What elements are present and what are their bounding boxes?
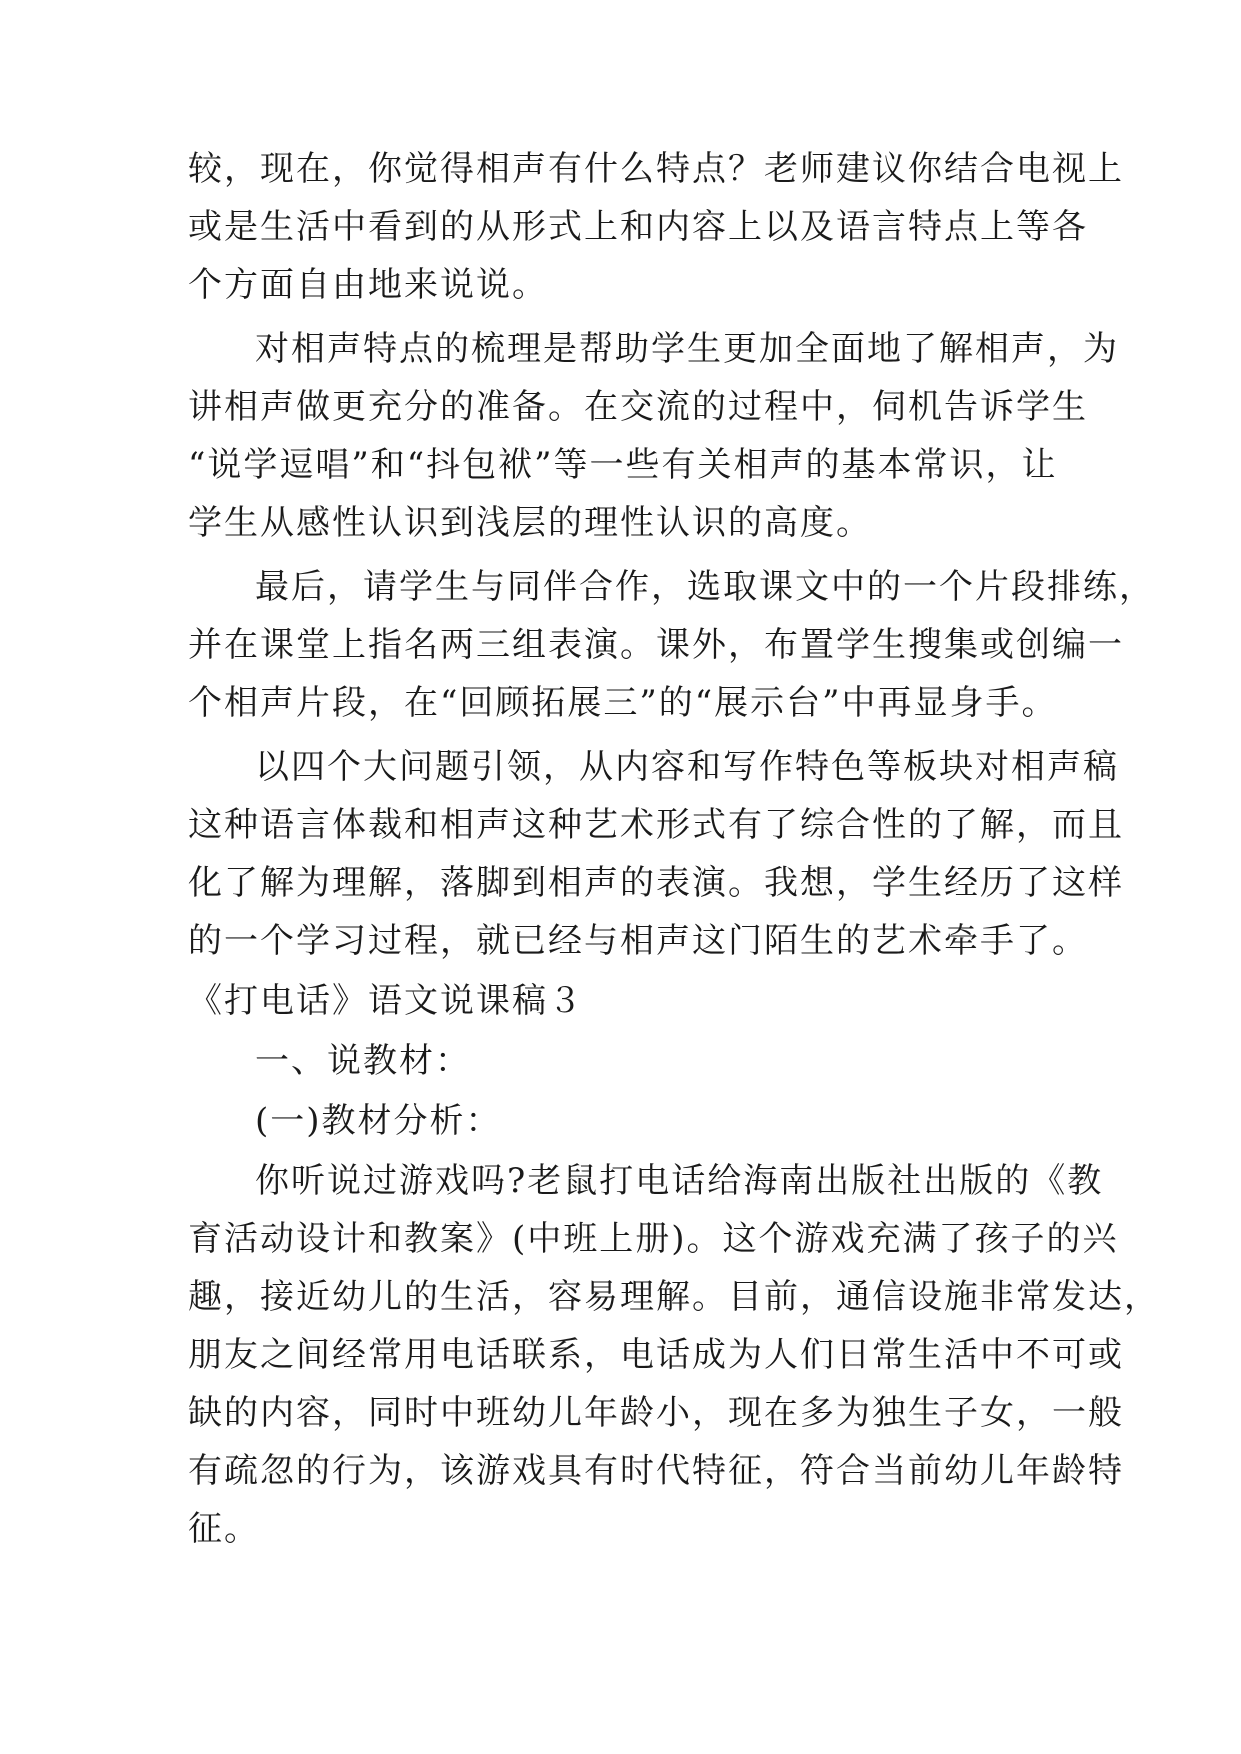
text-line: 讲相声做更充分的准备。在交流的过程中，伺机告诉学生	[188, 387, 1088, 427]
text-line: 的一个学习过程，就已经与相声这门陌生的艺术牵手了。	[188, 921, 1088, 961]
text-line: “说学逗唱”和“抖包袱”等一些有关相声的基本常识，让	[188, 445, 1058, 485]
text-line: 趣，接近幼儿的生活，容易理解。目前，通信设施非常发达，	[188, 1277, 1160, 1317]
text-line: 缺的内容，同时中班幼儿年龄小，现在多为独生子女，一般	[188, 1393, 1124, 1433]
text-line: 个相声片段，在“回顾拓展三”的“展示台”中再显身手。	[188, 683, 1058, 723]
text-line: 个方面自由地来说说。	[188, 265, 548, 305]
text-line: 化了解为理解，落脚到相声的表演。我想，学生经历了这样	[188, 863, 1124, 903]
text-line: 育活动设计和教案》(中班上册)。这个游戏充满了孩子的兴	[188, 1219, 1119, 1259]
text-line: 并在课堂上指名两三组表演。课外，布置学生搜集或创编一	[188, 625, 1124, 665]
text-line: 这种语言体裁和相声这种艺术形式有了综合性的了解，而且	[188, 805, 1124, 845]
subsection-heading: (一)教材分析：	[255, 1101, 502, 1141]
text-line: 朋友之间经常用电话联系，电话成为人们日常生活中不可或	[188, 1335, 1124, 1375]
text-line: 学生从感性认识到浅层的理性认识的高度。	[188, 503, 872, 543]
section-title: 《打电话》语文说课稿３	[188, 981, 584, 1021]
text-line: 对相声特点的梳理是帮助学生更加全面地了解相声，为	[255, 329, 1119, 369]
text-line: 征。	[188, 1509, 260, 1549]
text-line: 最后，请学生与同伴合作，选取课文中的一个片段排练，	[255, 567, 1155, 607]
text-line: 较，现在，你觉得相声有什么特点？老师建议你结合电视上	[188, 149, 1124, 189]
text-line: 以四个大问题引领，从内容和写作特色等板块对相声稿	[255, 747, 1119, 787]
section-heading: 一、说教材：	[255, 1041, 471, 1081]
text-line: 或是生活中看到的从形式上和内容上以及语言特点上等各	[188, 207, 1088, 247]
text-line: 有疏忽的行为，该游戏具有时代特征，符合当前幼儿年龄特	[188, 1451, 1124, 1491]
text-line: 你听说过游戏吗?老鼠打电话给海南出版社出版的《教	[255, 1161, 1104, 1201]
